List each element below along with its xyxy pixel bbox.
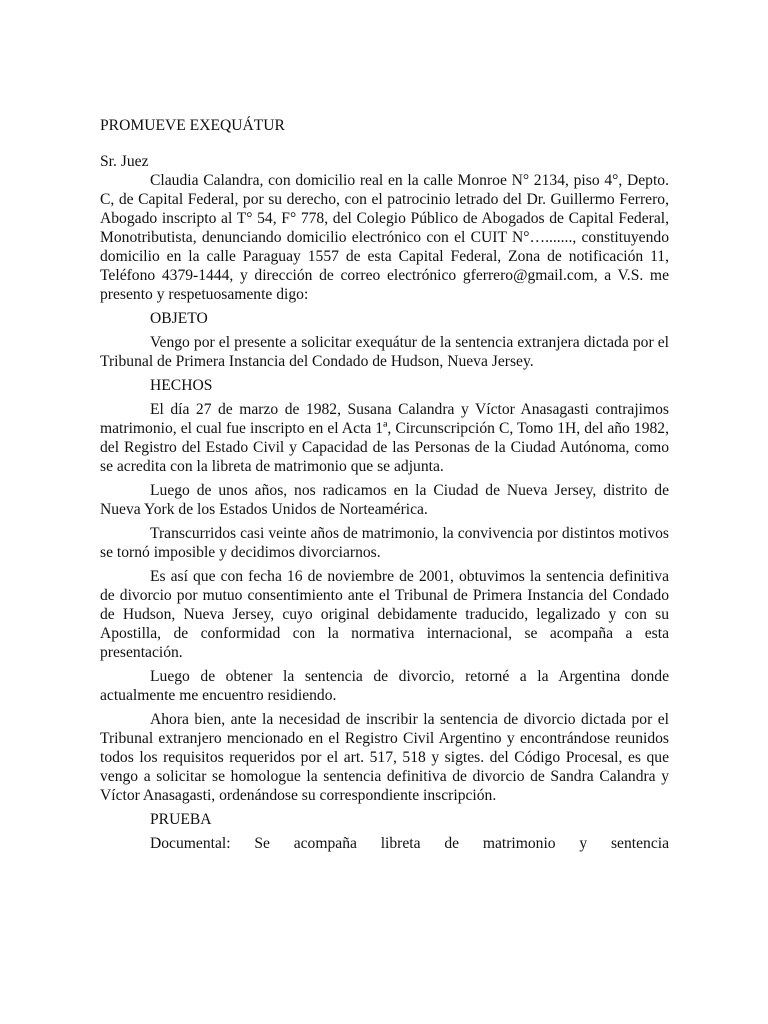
salutation: Sr. Juez xyxy=(100,153,149,170)
objeto-heading: OBJETO xyxy=(150,310,208,327)
hechos-heading: HECHOS xyxy=(150,377,213,394)
hechos-paragraph: Transcurridos casi veinte años de matrimonio, la convivencia por distintos motivos se tornó imposible y decidimos divorciarnos. xyxy=(100,525,669,561)
hechos-paragraph: El día 27 de marzo de 1982, Susana Calandra y Víctor Anasagasti contrajimos matrimonio, el cual fue inscripto en el Acta 1ª, Circunscripción C, Tomo 1H, del año 1982, del Registro del Estado Civil y Capacidad de las Personas de la Ciudad Autónoma, como se acredita con la libreta de matrimonio que se adjunta. xyxy=(100,401,669,475)
hechos-paragraph: Luego de unos años, nos radicamos en la Ciudad de Nueva Jersey, distrito de Nueva York de los Estados Unidos de Norteamérica. xyxy=(100,482,669,518)
prueba-heading: PRUEBA xyxy=(150,811,212,828)
hechos-paragraph: Es así que con fecha 16 de noviembre de 2001, obtuvimos la sentencia definitiva de divorcio por mutuo consentimiento ante el Tribunal de Primera Instancia del Condado de Hudson, Nueva Jersey, cuyo original debidamente traducido, legalizado y con su Apostilla, de conformidad con la normativa internacional, se acompaña a esta presentación. xyxy=(100,568,669,661)
document-page xyxy=(100,116,669,853)
intro-paragraph: Claudia Calandra, con domicilio real en la calle Monroe N° 2134, piso 4°, Depto. C, de Capital Federal, por su derecho, con el patrocinio letrado del Dr. Guillermo Ferrero, Abogado inscripto al T° 54, F° 778, del Colegio Público de Abogados de Capital Federal, Monotributista, denunciando domicilio electrónico con el CUIT N°…......., constituyendo domicilio en la calle Paraguay 1557 de esta Capital Federal, Zona de notificación 11, Teléfono 4379-1444, y dirección de correo electrónico gferrero@gmail.com, a V.S. me presento y respetuosamente digo: xyxy=(100,172,669,303)
document-title: PROMUEVE EXEQUÁTUR xyxy=(100,117,285,134)
prueba-paragraph: Documental: Se acompaña libreta de matrimonio y sentencia xyxy=(150,835,669,852)
objeto-paragraph: Vengo por el presente a solicitar exequátur de la sentencia extranjera dictada por el Tribunal de Primera Instancia del Condado de Hudson, Nueva Jersey. xyxy=(100,334,669,370)
hechos-paragraph: Luego de obtener la sentencia de divorcio, retorné a la Argentina donde actualmente me encuentro residiendo. xyxy=(100,668,669,704)
hechos-paragraph: Ahora bien, ante la necesidad de inscribir la sentencia de divorcio dictada por el Tribunal extranjero mencionado en el Registro Civil Argentino y encontrándose reunidos todos los requisitos requeridos por el art. 517, 518 y sigtes. del Código Procesal, es que vengo a solicitar se homologue la sentencia definitiva de divorcio de Sandra Calandra y Víctor Anasagasti, ordenándose su correspondiente inscripción. xyxy=(100,711,669,804)
